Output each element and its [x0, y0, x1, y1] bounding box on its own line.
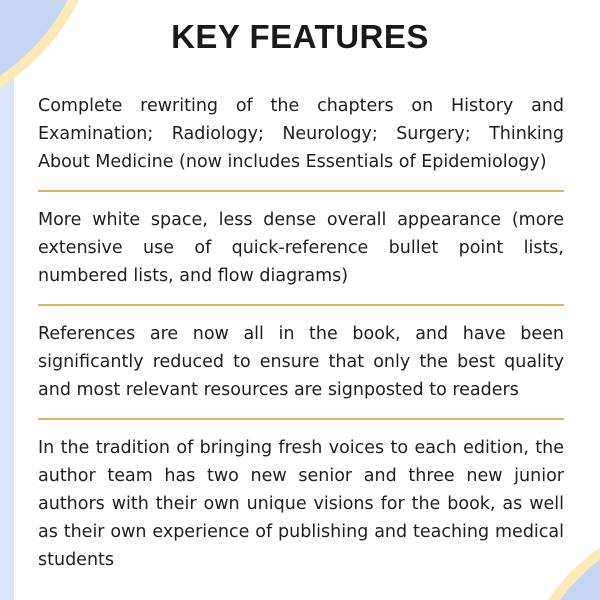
left-decorative-strip — [0, 0, 14, 600]
feature-item: References are now all in the book, and have been significantly reduced to ensure that only the best quality and most relevant resources are signposted to readers — [38, 324, 564, 400]
feature-list — [38, 92, 564, 574]
feature-item: In the tradition of bringing fresh voices to each edition, the author team has two new senior and three new junior authors with their own unique visions for the book, as well as their own experience of publishing and teaching medical students — [38, 438, 564, 570]
feature-item: Complete rewriting of the chapters on History and Examination; Radiology; Neurology; Surgery; Thinking About Medicine (now includes Essentials of Epidemiology) — [38, 96, 564, 172]
feature-item: More white space, less dense overall appearance (more extensive use of quick-reference bullet point lists, numbered lists, and flow diagrams) — [38, 210, 564, 286]
content-panel — [14, 0, 586, 600]
divider — [38, 304, 564, 306]
divider — [38, 418, 564, 420]
divider — [38, 190, 564, 192]
page-title: KEY FEATURES — [171, 18, 429, 55]
